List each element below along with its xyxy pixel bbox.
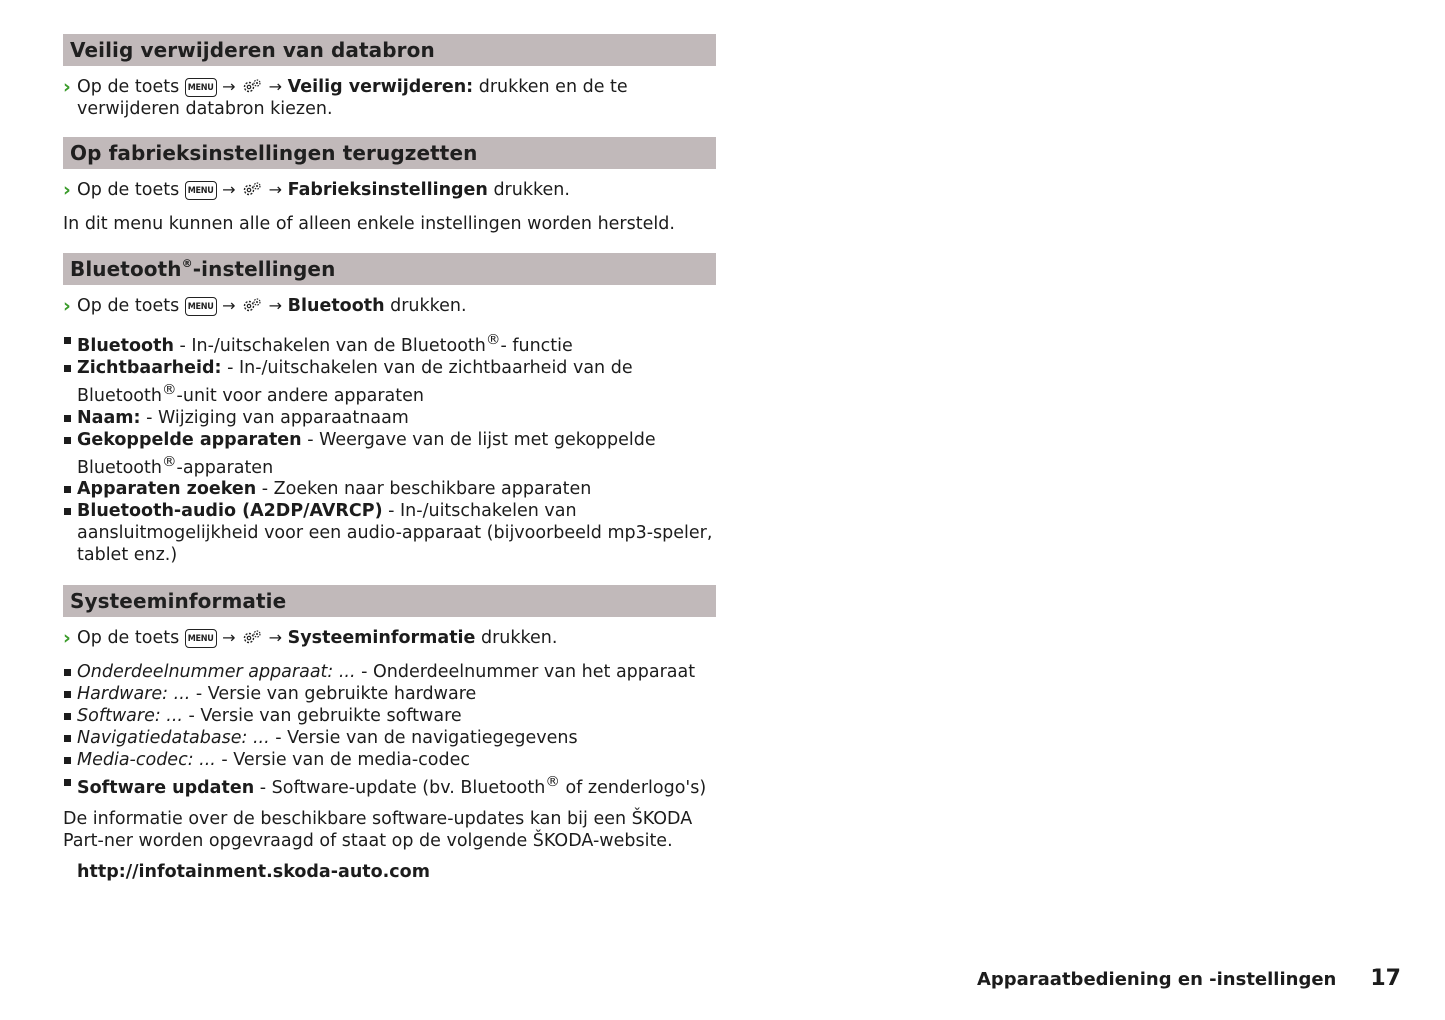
list-item — [63, 727, 716, 749]
list-item — [63, 661, 716, 683]
arrow-icon: → — [268, 180, 283, 199]
item-term: Software: ... — [77, 706, 183, 727]
arrow-icon: → — [222, 628, 236, 648]
step-target: Systeeminformatie — [287, 628, 476, 649]
bullet-icon — [64, 437, 71, 444]
arrow-icon: → — [222, 296, 236, 315]
section-heading-bluetooth — [63, 253, 716, 285]
step-suffix: drukken. — [475, 628, 558, 649]
heading-main: Bluetooth — [70, 257, 182, 281]
gear-icon — [241, 78, 263, 94]
list-item — [63, 749, 716, 771]
item-desc: - Weergave van de lijst met gekoppelde Bluetooth — [77, 429, 656, 478]
menu-key-icon: MENU — [185, 181, 217, 200]
item-desc: - Versie van gebruikte software — [182, 706, 462, 727]
instruction-step — [63, 295, 716, 317]
section-note: In dit menu kunnen alle of alleen enkele instellingen worden hersteld. — [63, 214, 675, 234]
step-prefix: Op de toets — [77, 77, 180, 97]
website-link[interactable]: http://infotainment.skoda-auto.com — [77, 862, 430, 883]
menu-key-icon: MENU — [185, 78, 217, 97]
arrow-icon: → — [222, 180, 236, 199]
item-term: Software updaten — [77, 778, 255, 799]
instruction-step — [63, 627, 716, 649]
item-desc: - functie — [500, 335, 573, 356]
arrow-icon: → — [268, 77, 283, 96]
item-term: Apparaten zoeken — [77, 479, 257, 500]
bluetooth-settings-list — [63, 329, 716, 566]
item-desc: - In-/uitschakelen van de zichtbaarheid van de Bluetooth — [77, 357, 633, 406]
registered-mark: ® — [545, 773, 560, 791]
list-item — [63, 407, 716, 429]
arrow-icon: → — [268, 296, 283, 315]
chevron-right-icon: › — [63, 295, 71, 317]
step-prefix: Op de toets — [77, 296, 180, 316]
heading-rest: -instellingen — [192, 257, 336, 281]
chevron-right-icon: › — [63, 76, 71, 98]
item-term: Naam: — [77, 407, 141, 428]
bullet-icon — [64, 669, 71, 676]
item-term: Bluetooth — [77, 335, 174, 356]
menu-key-icon: MENU — [185, 629, 217, 648]
bullet-icon — [64, 757, 71, 764]
bullet-icon — [64, 735, 71, 742]
list-item — [63, 683, 716, 705]
item-desc: - Versie van de media-codec — [215, 750, 471, 771]
item-desc: - Onderdeelnummer van het apparaat — [355, 662, 696, 683]
bullet-icon — [64, 415, 71, 422]
registered-mark: ® — [161, 380, 177, 398]
gear-icon — [241, 629, 263, 645]
item-desc: - Software-update (bv. Bluetooth — [254, 778, 546, 799]
arrow-icon: → — [222, 77, 236, 96]
list-item — [63, 357, 716, 407]
instruction-step — [63, 76, 716, 120]
list-item — [63, 705, 716, 727]
menu-key-icon: MENU — [185, 297, 217, 316]
item-desc: - In-/uitschakelen van aansluitmogelijkheid voor een audio-apparaat (bijvoorbeeld mp3-speler, tablet enz.) — [77, 501, 713, 566]
item-desc: - Versie van de navigatiegegevens — [269, 728, 578, 749]
list-item — [63, 500, 716, 566]
step-target: Veilig verwijderen: — [287, 77, 474, 97]
step-target: Fabrieksinstellingen — [287, 180, 488, 200]
page-number: 17 — [1370, 966, 1401, 991]
instruction-step — [63, 179, 716, 201]
step-suffix: drukken en de te verwijderen databron kiezen. — [77, 77, 628, 119]
item-term: Media-codec: ... — [77, 750, 216, 771]
content-column — [63, 34, 716, 883]
item-term: Bluetooth-audio (A2DP/AVRCP) — [77, 501, 383, 522]
item-term: Zichtbaarheid: — [77, 357, 222, 378]
step-prefix: Op de toets — [77, 628, 180, 649]
gear-icon — [241, 181, 263, 197]
bullet-icon — [64, 713, 71, 720]
chapter-title: Apparaatbediening en -instellingen — [976, 969, 1337, 990]
item-desc: of zenderlogo's) — [559, 778, 707, 799]
bullet-icon — [64, 779, 71, 786]
list-item — [63, 478, 716, 500]
bullet-icon — [64, 337, 71, 344]
list-item — [63, 771, 716, 799]
item-desc: - Wijziging van apparaatnaam — [140, 407, 409, 428]
step-target: Bluetooth — [287, 296, 385, 316]
section-heading-sysinfo: Systeeminformatie — [63, 585, 716, 617]
section-heading-factory: Op fabrieksinstellingen terugzetten — [63, 137, 716, 169]
item-term: Hardware: ... — [77, 684, 191, 705]
item-desc: -unit voor andere apparaten — [176, 385, 424, 406]
arrow-icon: → — [268, 628, 283, 648]
item-desc: - In-/uitschakelen van de Bluetooth — [173, 335, 486, 356]
chevron-right-icon: › — [63, 627, 71, 650]
bullet-icon — [64, 508, 71, 515]
section-heading-safe-remove: Veilig verwijderen van databron — [63, 34, 716, 66]
item-desc: - Zoeken naar beschikbare apparaten — [256, 479, 592, 500]
list-item — [63, 329, 716, 357]
sysinfo-list — [63, 661, 716, 799]
sysinfo-note: De informatie over de beschikbare software-updates kan bij een ŠKODA Part-ner worden opgevraagd of staat op de volgende ŠKODA-website. — [63, 809, 693, 852]
bullet-icon — [64, 365, 71, 372]
step-suffix: drukken. — [384, 296, 467, 316]
item-term: Navigatiedatabase: ... — [77, 728, 270, 749]
step-suffix: drukken. — [487, 180, 570, 200]
step-prefix: Op de toets — [77, 180, 180, 200]
item-desc: - Versie van gebruikte hardware — [190, 684, 477, 705]
gear-icon — [241, 297, 263, 313]
list-item — [63, 429, 716, 479]
page-footer — [977, 966, 1401, 991]
item-desc: -apparaten — [176, 457, 274, 478]
chevron-right-icon: › — [63, 179, 71, 201]
registered-mark: ® — [161, 452, 177, 470]
registered-mark: ® — [181, 257, 193, 271]
bullet-icon — [64, 691, 71, 698]
item-term: Onderdeelnummer apparaat: ... — [77, 662, 356, 683]
item-term: Gekoppelde apparaten — [77, 429, 302, 450]
registered-mark: ® — [485, 331, 501, 348]
bullet-icon — [64, 486, 71, 493]
